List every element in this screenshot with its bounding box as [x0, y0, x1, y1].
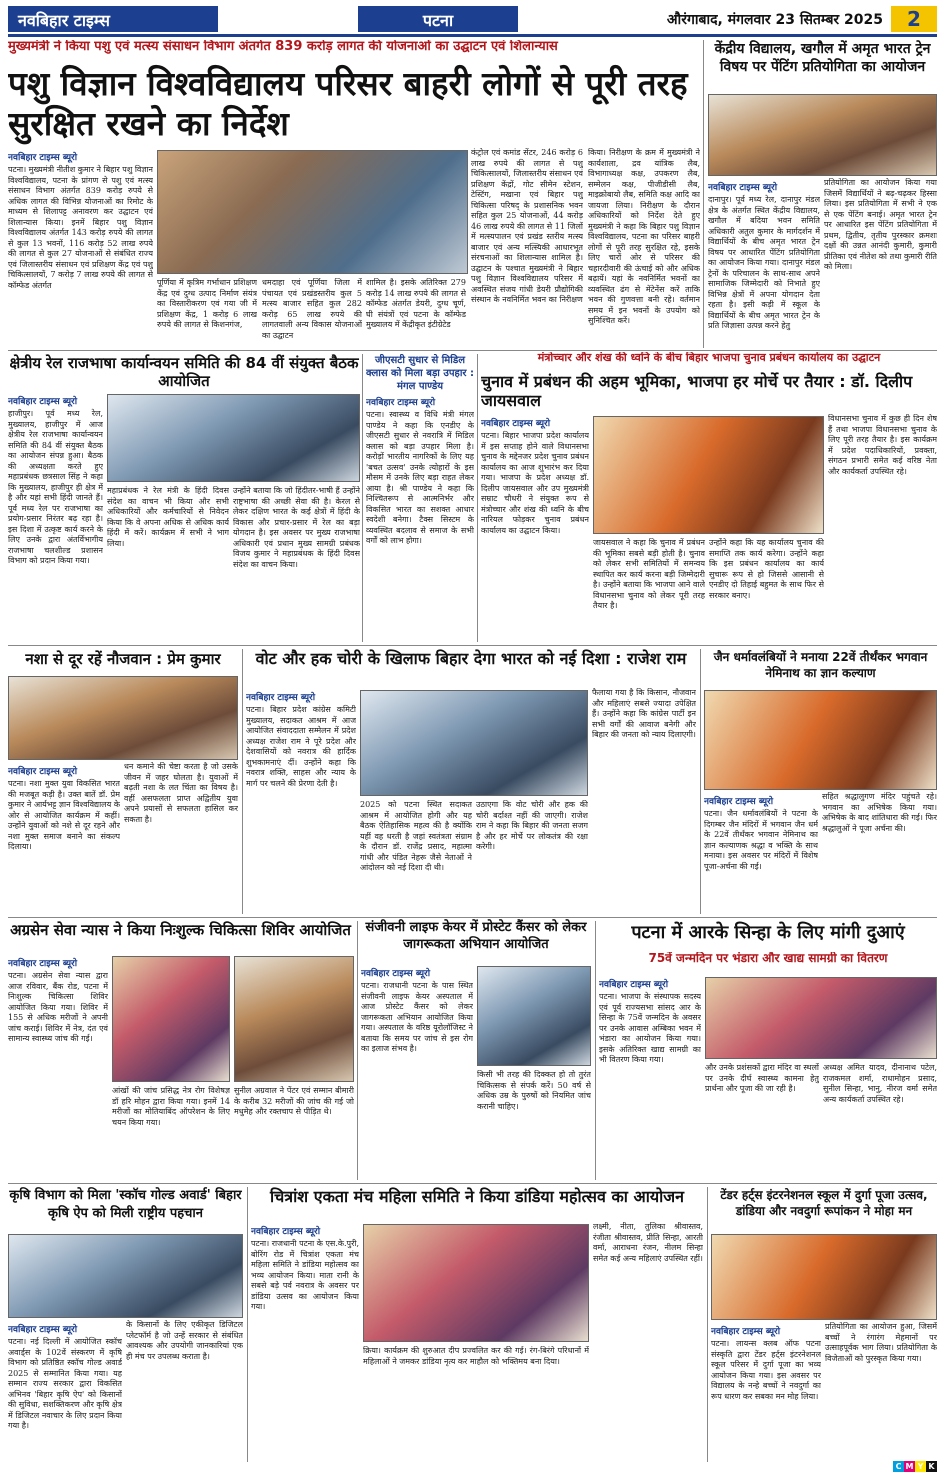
bjp-headline: चुनाव में प्रबंधन की अहम भूमिका, भाजपा हर मोर्चे पर तैयार : डॉ. दिलीप जायसवाल	[481, 372, 913, 410]
tender-body-1: पटना। लायन्स क्लब ऑफ पटना संस्कृति द्वारा टेंडर हर्ट्स इंटरनेशनल स्कूल परिसर में दुर्गा पूजा का भव्य आयोजन किया गया। इस अवसर पर विद्यालय के नन्हे बच्चों ने नवदुर्गा का रूप धारण कर सबका मन मोह लिया।	[711, 1339, 821, 1401]
rk-col1	[599, 975, 701, 1180]
lead-headline-box	[8, 64, 698, 146]
dandiya-body-3: लक्ष्मी, नीता, तुलिका श्रीवास्तव, रंजीता श्रीवास्तव, प्रीति सिन्हा, आरती वर्मा, आराधना रंजन, नीलम सिन्हा समेत कई अन्य महिलाएं उपस्थित रहीं।	[593, 1222, 703, 1263]
sanjeevani-body-2: किसी भी तरह की दिक्कत हो तो तुरंत चिकित्सक से संपर्क करें। 50 वर्ष से अधिक उम्र के पुरुषों को नियमित जांच करानी चाहिए।	[477, 1070, 591, 1111]
nasha-headline: नशा से दूर रहें नौजवान : प्रेम कुमार	[25, 650, 221, 668]
bjp-kicker: मंत्रोच्चार और शंख की ध्वनि के बीच बिहार भाजपा चुनाव प्रबंधन कार्यालय का उद्घाटन	[537, 352, 881, 364]
lead-body-3: धमदाहा एवं पूर्णिया जिला में पंचायत एवं प्रखंडस्तरीय कुल 5 मत्स्य बाजार सहित कुल 282 करोड़ 65 लाख रुपये की लागतवाली अन्य विकास योजनाओं का उद्घाटन	[262, 278, 362, 340]
rail-col1	[8, 392, 103, 642]
agrasen-headline: अग्रसेन सेवा न्यास ने किया निःशुल्क चिकित्सा शिविर आयोजित	[10, 921, 351, 939]
vote-photo	[360, 690, 588, 796]
rail-byline: नवबिहार टाइम्स ब्यूरो	[8, 397, 78, 407]
rail-col2	[107, 486, 229, 642]
masthead-rule	[8, 34, 937, 37]
lead-col4	[366, 278, 466, 348]
vote-col1	[246, 688, 356, 914]
rail-headline-box	[8, 354, 360, 390]
train-photo	[708, 94, 937, 176]
vote-body-1: पटना। बिहार प्रदेश कांग्रेस कमिटी मुख्यालय, सदाकत आश्रम में आज आयोजित संवाददाता सम्मेलन में प्रदेश अध्यक्ष राजेश राम ने पूरे प्रदेश और देशवासियों को नवरात्र की हार्दिक शुभकामनाएं दीं। उन्होंने कहा कि नवरात्र शक्ति, साहस और न्याय के मार्ग पर चलने की प्रेरणा देती है।	[246, 705, 356, 788]
lead-body-1: पटना। मुख्यमंत्री नीतीश कुमार ने बिहार पशु विज्ञान विश्वविद्यालय, पटना के प्रांगण से पशु एवं मत्स्य संसाधन विभाग अंतर्गत 839 करोड़ रुपये से अधिक लागत की विभिन्न योजनाओं का रिमोट के माध्यम से शिलापट्ट अनावरण कर उद्घाटन एवं शिलान्यास किया। इनमें बिहार पशु विज्ञान विश्वविद्यालय अंतर्गत 143 करोड़ रुपये की लागत से कुल 13 भवनों, 116 करोड़ 52 लाख रुपये की लागत से कुल 27 योजनाओं से संबंधित राज्य एवं जिलास्तरीय संसाधन एवं प्रशिक्षण केंद्र एवं पशु चिकित्सालयों, 7 करोड़ 7 लाख रुपये की लागत से कॉम्फेड अंतर्गत	[8, 165, 153, 290]
dandiya-byline: नवबिहार टाइम्स ब्यूरो	[251, 1227, 321, 1237]
jain-byline: नवबिहार टाइम्स ब्यूरो	[704, 797, 774, 807]
tender-col1	[711, 1322, 821, 1462]
dandiya-headline: चित्रांश एकता मंच महिला समिति ने किया डांडिया महोत्सव का आयोजन	[269, 1187, 684, 1206]
rail-body-1: हाजीपुर। पूर्व मध्य रेल, मुख्यालय, हाजीपुर में आज क्षेत्रीय रेल राजभाषा कार्यान्वयन समिति की 84 वीं संयुक्त बैठक का आयोजन संपन्न हुआ। बैठक की अध्यक्षता करते हुए महाप्रबंधक छत्रसाल सिंह ने कहा कि मुख्यालय, हाजीपुर ही क्षेत्र में है और यहां सभी हिंदी जानते हैं। पूर्व मध्य रेल पर राजभाषा का प्रयोग-प्रसार निरंतर बढ़ रहा है। इस दिशा में उत्कृष्ट कार्य करने के लिए उनके द्वारा अंतर्विभागीय राजभाषा चलशील्ड प्रशासन विभाग को प्रदान किया गया।	[8, 409, 103, 565]
tender-byline: नवबिहार टाइम्स ब्यूरो	[711, 1327, 781, 1337]
train-byline: नवबिहार टाइम्स ब्यूरो	[708, 183, 778, 193]
agrasen-col3	[234, 1086, 354, 1180]
bjp-body-2: जायसवाल ने कहा कि चुनाव में प्रबंधन की भूमिका सबसे बड़ी होती है। चुनाव को लेकर सभी समितियों में समन्वय स्थापित कर कार्य करना बड़ी जिम्मेदारी है। उन्होंने बताया कि भाजपा आने वाले विधानसभा चुनाव को लेकर पूरी तरह तैयार है।	[593, 538, 705, 610]
rk-headline-box	[599, 921, 937, 949]
vote-col4	[592, 688, 696, 914]
nasha-photo	[8, 676, 238, 760]
jain-headline-box	[704, 649, 937, 687]
agrasen-col2	[112, 1086, 230, 1180]
gst-body: पटना। स्वास्थ्य व विधि मंत्री मंगल पाण्डेय ने कहा कि एनडीए के जीएसटी सुधार से नवरात्रि में मिडिल क्लास को बड़ा उपहार मिला है। करोड़ों भारतीय नागरिकों के लिए यह 'बचत उत्सव' उनके त्योहारों के इस मौसम में उनके लिए बड़ा राहत लेकर आया है। श्री पाण्डेय ने कहा कि निश्चितरूप से आत्मनिर्भर और विकसित भारत का सशक्त आधार स्वदेशी बनेगा। टैक्स सिस्टम के व्यवस्थित बदलाव से समाज के सभी वर्गों को लाभ होगा।	[366, 410, 474, 545]
tender-headline-box	[711, 1187, 937, 1231]
agrasen-byline: नवबिहार टाइम्स ब्यूरो	[8, 959, 78, 969]
bjp-body-1: पटना। बिहार भाजपा प्रदेश कार्यालय में इस सप्ताह होने वाले विधानसभा चुनाव के मद्देनजर प्रदेश चुनाव प्रबंधन कार्यालय का आज शुभारंभ कर दिया गया। भाजपा के प्रदेश अध्यक्ष डॉ. दिलीप जायसवाल और उप मुख्यमंत्री सम्राट चौधरी ने संयुक्त रूप से मंत्रोच्चार और शंख की ध्वनि के बीच नारियल फोड़कर चुनाव प्रबंधन कार्यालय का उद्घाटन किया।	[481, 431, 589, 535]
nasha-col1	[8, 762, 120, 914]
cmyk-y: Y	[915, 1461, 926, 1472]
sanjeevani-col1	[361, 964, 473, 1180]
rail-body-3: उन्होंने बताया कि जो हिंदीतर-भाषी हैं उन्होंने राष्ट्रभाषा की अच्छी सेवा की है। केरल से लेकर दक्षिण भारत के कई क्षेत्रों में हिंदी के विकास और प्रचार-प्रसार में रेल का बड़ा योगदान है। इस अवसर पर मुख्य राजभाषा अधिकारी एवं प्रधान मुख्य सामग्री प्रबंधक विजय कुमार ने महाप्रबंधक के हिंदी दिवस संदेश का वाचन किया।	[233, 486, 360, 569]
bjp-col1	[481, 414, 589, 642]
agrasen-body-2: आंखों की जांच प्रसिद्ध नेत्र रोग विशेषज्ञ डॉ हरि मोहन द्वारा किया गया। इनमें 14 मरीजों का मोतियाबिंद ऑपरेशन के लिए चयन किया गया।	[112, 1086, 230, 1127]
rk-body-2: और उनके प्रशंसकों द्वारा मंदिर वा स्थलों पर उनके दीर्घ स्वास्थ्य कामना हेतु प्रार्थना और पूजा की जा रही है।	[705, 1063, 819, 1093]
jain-col2	[822, 792, 937, 914]
sanjeevani-byline: नवबिहार टाइम्स ब्यूरो	[361, 969, 431, 979]
dandiya-col3	[593, 1222, 703, 1462]
krishi-body-2: के किसानों के लिए एकीकृत डिजिटल प्लेटफॉर्म है जो उन्हें सरकार से संबंधित आवश्यक और उपयोगी जानकारियां एक ही मंच पर उपलब्ध कराता है।	[126, 1320, 243, 1361]
lead-kicker: मुख्यमंत्री ने किया पशु एवं मत्स्य संसाधन विभाग अंतर्गत 839 करोड़ लागत की योजनाओं का उद्घाटन एवं शिलान्यास	[8, 40, 558, 54]
krishi-headline-box	[8, 1187, 243, 1231]
dandiya-body-2: क्रिया। कार्यक्रम की शुरुआत दीप प्रज्वलित कर की गई। रंग-बिरंगे परिधानों में महिलाओं ने जमकर डांडिया नृत्य कर माहौल को भक्तिमय बना दिया।	[363, 1346, 589, 1366]
train-headline-box	[708, 40, 937, 92]
agrasen-body-1: पटना। अग्रसेन सेवा न्यास द्वारा आज रविवार, बैंक रोड, पटना में निःशुल्क चिकित्सा शिविर आयोजित किया गया। शिविर में 155 से अधिक मरीजों ने अपनी जांच कराई। शिविर में नेत्र, दंत एवं सामान्य स्वास्थ्य जांच की गई।	[8, 971, 108, 1043]
rail-col3	[233, 486, 360, 642]
sanjeevani-body-1: पटना। राजधानी पटना के पास स्थित संजीवनी लाइफ केयर अस्पताल में आज प्रोस्टेट कैंसर को लेकर जागरूकता अभियान आयोजित किया गया। अस्पताल के वरिष्ठ यूरोलॉजिस्ट ने बताया कि समय पर जांच से इस रोग का इलाज संभव है।	[361, 981, 473, 1053]
city-label: पटना	[358, 6, 518, 32]
lead-col1	[8, 148, 153, 348]
rail-headline: क्षेत्रीय रेल राजभाषा कार्यान्वयन समिति की 84 वीं संयुक्त बैठक आयोजित	[9, 354, 359, 390]
rk-headline: पटना में आरके सिन्हा के लिए मांगी दुआएं	[631, 922, 905, 943]
lead-body-5: कंट्रोल एवं कमांड सेंटर, 246 करोड़ 6 लाख रुपये की लागत से पशु चिकित्सालयों, जिलास्तरीय संसाधन एवं प्रशिक्षण केंद्रों, गोट सीमेन स्टेशन, टेस्टिंग, मखाना एवं बिहार पशु चिकित्सा परिषद् के प्रशासनिक भवन सहित कुल 25 योजनाओं, 44 करोड़ 46 लाख रुपये की लागत से 11 जिलों में मत्स्यपालन एवं प्रखंड स्तरीय मत्स्य बाजार एवं अन्य मत्स्यिकी आधारभूत संरचनाओं का शिलान्यास शामिल है। उद्घाटन के पश्चात मुख्यमंत्री ने बिहार पशु विज्ञान विश्वविद्यालय परिसर में अवस्थित संजय गांधी डेयरी प्रौद्योगिकी संस्थान के नवनिर्मित भवन का निरीक्षण	[471, 148, 583, 304]
lead-body-2: पूर्णिया में कृत्रिम गर्भाधान प्रशिक्षण केंद्र एवं दुग्ध उत्पाद निर्माण संयंत्र का विस्तारीकरण एवं गया जी में प्रशिक्षण केंद्र, 1 करोड़ 6 लाख रुपये की लागत से किशनगंज,	[157, 278, 257, 329]
sanjeevani-photo	[477, 966, 591, 1066]
vote-col2	[360, 800, 472, 914]
rk-byline: नवबिहार टाइम्स ब्यूरो	[599, 980, 669, 990]
rail-photo	[107, 394, 360, 482]
lead-body-6: किया। निरीक्षण के क्रम में मुख्यमंत्री ने कार्यशाला, द्रव यांत्रिक लैब, विभागाध्यक्ष कक्ष, उपकरण लैब, सम्मेलन कक्ष, पीजीडीसी लैब, माइक्रोबायो लैब, समिति कक्ष आदि का जायजा लिया। निरीक्षण के दौरान अधिकारियों को निर्देश देते हुए मुख्यमंत्री ने कहा कि बिहार पशु विज्ञान विश्वविद्यालय, पटना का परिसर बाहरी लोगों से पूरी तरह सुरक्षित रहे, इसके लिए चारों ओर से परिसर की चहारदीवारी की ऊंचाई को और अधिक बढ़ायें। यहां के नवनिर्मित भवनों का व्यवस्थित ढंग से मेंटेनेंस करें ताकि भवन की गुणवत्ता बनी रहे। वर्तमान समय में इन भवनों के उपयोग को सुनिश्चित करें।	[588, 148, 700, 325]
nasha-headline-box	[8, 649, 238, 673]
cmyk-k: K	[926, 1461, 937, 1472]
bjp-col2	[593, 538, 705, 642]
jain-col1	[704, 792, 818, 914]
tender-body-2: प्रतियोगिता का आयोजन हुआ, जिसमें बच्चों ने रंगारंग मेहमानों पर उत्साहपूर्वक भाग लिया। प्रतियोगिता के विजेताओं को पुरस्कृत किया गया।	[825, 1322, 937, 1363]
dandiya-col1	[251, 1222, 359, 1462]
lead-kicker-box	[8, 40, 698, 62]
vote-body-3: उठाएगा कि वोट चोरी और हक की चोरी बर्दाश्त नहीं की जाएगी। राजेश राम ने कहा कि बिहार की जनता सजग है और हर मोर्चे पर लोकतंत्र की रक्षा करेगी।	[476, 800, 588, 851]
agrasen-photo-2	[234, 956, 354, 1082]
gst-byline: नवबिहार टाइम्स ब्यूरो	[366, 398, 436, 408]
lead-col5	[471, 148, 583, 348]
tender-headline: टेंडर हर्ट्स इंटरनेशनल स्कूल में दुर्गा पूजा उत्सव, डांडिया और नवदुर्गा रूपांकन ने मोहा मन	[720, 1188, 928, 1218]
masthead-bar	[8, 6, 937, 32]
lead-col6	[588, 148, 700, 348]
krishi-headline: कृषि विभाग को मिला 'स्कॉच गोल्ड अवार्ड' बिहार कृषि ऐप को मिली राष्ट्रीय पहचान	[9, 1188, 242, 1221]
train-col1	[708, 178, 820, 348]
sanjeevani-headline-box	[361, 919, 591, 961]
gst-box	[366, 354, 474, 634]
rk-col2	[705, 1063, 819, 1180]
rk-subhead: 75वें जन्मदिन पर भंडारा और खाद्य सामग्री का वितरण	[648, 952, 888, 965]
jain-photo	[704, 690, 937, 790]
train-headline: केंद्रीय विद्यालय, खगौल में अमृत भारत ट्रेन विषय पर पेंटिंग प्रतियोगिता का आयोजन	[714, 41, 931, 75]
vote-body-4: फैलाया गया है कि किसान, नौजवान और महिलाएं सबसे ज्यादा उपेक्षित हैं। उन्होंने कहा कि कांग्रेस पार्टी इन सभी वर्गों की आवाज बनेगी और बिहार की जनता को न्याय दिलाएगी।	[592, 688, 696, 739]
train-body-1: दानापुर। पूर्व मध्य रेल, दानापुर मंडल क्षेत्र के अंतर्गत स्थित केंद्रीय विद्यालय, खगौल में बदिया भवन समिति अधिकारी अतुल कुमार के मार्गदर्शन में विद्यार्थियों के बीच अमृत भारत ट्रेन विषय पर आधारित पेंटिंग प्रतियोगिता का आयोजन किया गया। दानापुर मंडल ट्रेनों के परिचालन के साथ-साथ अपने सामाजिक जिम्मेदारी को निभाते हुए विभिन्न क्षेत्रों में अपना योगदान देता रहता है। इसी कड़ी में स्कूल के विद्यार्थियों के बीच अमृत भारत ट्रेन के प्रति जिज्ञासा उत्पन्न करने हेतु	[708, 195, 820, 330]
dandiya-headline-box	[251, 1187, 703, 1219]
train-col2	[824, 178, 937, 348]
krishi-col1	[8, 1320, 122, 1462]
nasha-body-1: पटना। नशा मुक्त युवा विकसित भारत की मजबूत कड़ी है। उक्त बातें डॉ. प्रेम कुमार ने आर्यभट्ट ज्ञान विश्वविद्यालय के ओर से आयोजित कार्यक्रम में कहीं। उन्होंने युवाओं को नशे से दूर रहने और नशा मुक्त समाज बनाने का संकल्प दिलाया।	[8, 779, 120, 851]
dandiya-photo	[363, 1224, 589, 1342]
paper-name: नवबिहार टाइम्स	[8, 6, 218, 32]
lead-body-4: शामिल है। इसके अतिरिक्त 279 करोड़ 14 लाख रुपये की लागत से कॉम्फेड अंतर्गत डेयरी, दुग्ध चूर्ण, घी संयंत्रों एवं पटना के कॉम्फेड मुख्यालय में केंद्रीकृत इंटीग्रेटेड	[366, 278, 466, 329]
nasha-body-2: धन कमाने की चेष्टा करता है जो उसके जीवन में जहर घोलता है। युवाओं में बढ़ती नशा के लत चिंता का विषय है। वहीं असफलता प्राप्त अद्वितीय युवा अपने प्रयासों से सफलता हासिल कर सकता है।	[124, 762, 238, 824]
lead-col2	[157, 278, 257, 348]
rk-body-3: अध्यक्ष अमित यादव, दीनानाथ पटेल, राजकमल शर्मा, राधामोहन प्रसाद, सुनील सिन्हा, भानु, नीरज वर्मा समेत अन्य कार्यकर्ता उपस्थित रहे।	[823, 1063, 937, 1104]
sanjeevani-headline: संजीवनी लाइफ केयर में प्रोस्टेट कैंसर को लेकर जागरूकता अभियान आयोजित	[365, 920, 587, 952]
agrasen-photo-1	[112, 956, 230, 1082]
lead-col3	[262, 278, 362, 348]
agrasen-headline-box	[8, 921, 353, 951]
rk-photo	[705, 977, 937, 1059]
krishi-col2	[126, 1320, 243, 1462]
nasha-byline: नवबिहार टाइम्स ब्यूरो	[8, 767, 78, 777]
dandiya-body-1: पटना। राजधानी पटना के एस.के.पुरी, बोरिंग रोड में चित्रांश एकता मंच महिला समिति ने डांडिया महोत्सव का भव्य आयोजन किया। माता रानी के सबसे बड़े पर्व नवरात्र के अवसर पर डांडिया उत्सव का आयोजन किया गया।	[251, 1239, 359, 1311]
jain-headline: जैन धर्मावलंबियों ने मनाया 22वें तीर्थंकर भगवान नेमिनाथ का ज्ञान कल्याण	[713, 650, 928, 680]
dateline: औरंगाबाद, मंगलवार 23 सितम्बर 2025	[666, 12, 883, 28]
rk-body-1: पटना। भाजपा के संस्थापक सदस्य एवं पूर्व राज्यसभा सांसद आर के सिन्हा के 75वें जन्मदिन के अवसर पर उनके आवास अम्बिका भवन में भंडारा का आयोजन किया गया। इसके अतिरिक्त खाद्य सामग्री का भी वितरण किया गया।	[599, 992, 701, 1064]
train-body-2: प्रतियोगिता का आयोजन किया गया जिसमें विद्यार्थियों ने बढ़-चढ़कर हिस्सा लिया। इस प्रतियोगिता में सभी ने एक से एक पेंटिंग बनाई। अमृत भारत ट्रेन पर आधारित इस पेंटिंग प्रतियोगिता में प्रथम, द्वितीय, तृतीय पुरस्कार क्रमशः दक्षों की उन्नत आनंदी कुमारी, कुमारी प्रीतिका एवं नीतेश को तथा कुमारी रीति को मिला।	[824, 178, 937, 271]
bjp-byline: नवबिहार टाइम्स ब्यूरो	[481, 419, 551, 429]
bjp-body-3: उन्होंने कहा कि यह कार्यालय चुनाव की समाप्ति तक कार्य करेगा। उन्होंने कहा कि इस प्रबंधन कार्यालय का कार्य सुचारू रूप से हो जिससे आसानी से एनडीए दो तिहाई बहुमत के साथ फिर से सरकार बनाए।	[709, 538, 824, 600]
lead-headline: पशु विज्ञान विश्वविद्यालय परिसर बाहरी लोगों से पूरी तरह सुरक्षित रखने का निर्देश	[8, 64, 688, 143]
nasha-col2	[124, 762, 238, 914]
dandiya-col2	[363, 1346, 589, 1462]
cmyk-m: M	[905, 1462, 914, 1471]
vote-body-2: 2025 को पटना स्थित सदाकत आश्रम में आयोजित होगी और यह बैठक ऐतिहासिक महत्व की है क्योंकि यहीं वह धरती है जहां स्वतंत्रता संग्राम के दौरान डॉ. राजेंद्र प्रसाद, महात्मा गांधी और पंडित नेहरू जैसे नेताओं ने आंदोलन को नई दिशा दी थी।	[360, 800, 472, 872]
sanjeevani-col2	[477, 1070, 591, 1180]
lead-photo	[157, 150, 468, 274]
bjp-col3	[709, 538, 824, 642]
bjp-headline-box	[481, 372, 937, 412]
bjp-body-4: विधानसभा चुनाव में कुछ ही दिन शेष हैं तथा भाजपा विधानसभा चुनाव के लिए पूरी तरह तैयार है। इस कार्यक्रम में प्रदेश पदाधिकारियों, प्रवक्ता, संगठन प्रभारी समेत कई वरिष्ठ नेता और कार्यकर्ता उपस्थित रहे।	[828, 414, 937, 476]
lead-byline: नवबिहार टाइम्स ब्यूरो	[8, 153, 78, 163]
krishi-body-1: पटना। नई दिल्ली में आयोजित स्कॉच अवार्ड्स के 102वें संस्करण में कृषि विभाग को प्रतिष्ठित स्कॉच गोल्ड अवार्ड 2025 से सम्मानित किया गया। यह सम्मान राज्य सरकार द्वारा विकसित अभिनव 'बिहार कृषि ऐप' को किसानों की सुविधा, सशक्तिकरण और कृषि क्षेत्र में डिजिटल नवाचार के लिए प्रदान किया गया है।	[8, 1337, 122, 1430]
rail-body-2: महाप्रबंधक ने रेल मंत्री के हिंदी दिवस संदेश का वाचन भी किया और सभी अधिकारियों और कर्मचारियों से निवेदन किया कि वे अपना अधिक से अधिक कार्य हिंदी में करें। कार्यक्रम में सभी ने भाग लिया।	[107, 486, 229, 548]
krishi-photo	[8, 1234, 243, 1318]
rk-subhead-box	[599, 952, 937, 972]
cmyk-c: C	[893, 1461, 904, 1472]
bjp-kicker-box	[481, 352, 937, 370]
tender-photo	[711, 1234, 937, 1320]
jain-body-1: पटना। जैन धर्मावलंबियों ने पटना के दिगम्बर जैन मंदिरों में भगवान जैन धर्म के 22वें तीर्थंकर भगवान नेमिनाथ का ज्ञान कल्याणक श्रद्धा व भक्ति के साथ मनाया। इस अवसर पर मंदिरों में विशेष पूजा-अर्चना की गई।	[704, 809, 818, 871]
vote-byline: नवबिहार टाइम्स ब्यूरो	[246, 693, 316, 703]
cmyk-registration	[893, 1461, 937, 1472]
jain-body-2: सहित श्रद्धालुगण मंदिर पहुंचते रहे। भगवान का अभिषेक किया गया। अभिषेक के बाद शांतिधारा की गई। फिर श्रद्धालुओं ने पूजा अर्चना की।	[822, 792, 937, 833]
bjp-col4	[828, 414, 937, 642]
vote-headline: वोट और हक चोरी के खिलाफ बिहार देगा भारत को नई दिशा : राजेश राम	[255, 649, 687, 668]
gst-headline: जीएसटी सुधार से मिडिल क्लास को मिला बड़ा उपहार : मंगल पाण्डेय	[366, 355, 474, 392]
agrasen-body-3: सुनील अग्रवाल ने पेंटर एवं सम्मान बीमारी के करीब 32 मरीजों की जांच की गई जो मधुमेह और रक्तचाप से पीड़ित थे।	[234, 1086, 354, 1116]
bjp-photo	[593, 416, 824, 534]
vote-col3	[476, 800, 588, 914]
agrasen-col1	[8, 954, 108, 1180]
vote-headline-box	[246, 649, 696, 685]
page-number: 2	[891, 6, 937, 32]
krishi-byline: नवबिहार टाइम्स ब्यूरो	[8, 1325, 78, 1335]
tender-col2	[825, 1322, 937, 1462]
rk-col3	[823, 1063, 937, 1180]
